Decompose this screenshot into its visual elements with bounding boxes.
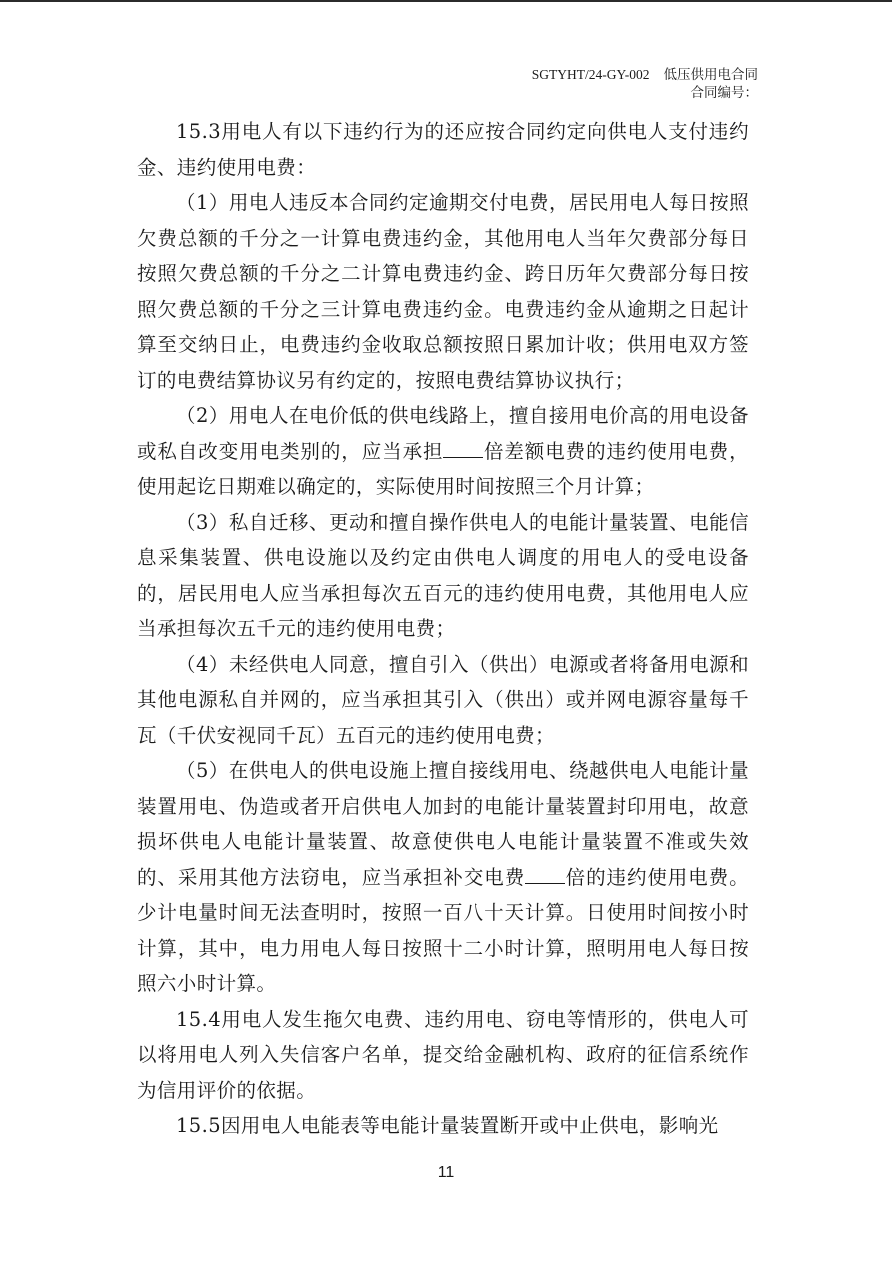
clause-15-3-item-1: （1）用电人违反本合同约定逾期交付电费，居民用电人每日按照欠费总额的千分之一计算电费违约金，其他用电人当年欠费部分每日按照欠费总额的千分之二计算电费违约金、跨日历年欠费部分每日按照欠费总额的千分之三计算电费违约金。电费违约金从逾期之日起计算至交纳日止，电费违约金收取总额按照日累加计收；供用电双方签订的电费结算协议另有约定的，按照电费结算协议执行； bbox=[137, 191, 749, 392]
clause-15-3: 15.3用电人有以下违约行为的还应按合同约定向供电人支付违约金、违约使用电费： bbox=[137, 120, 749, 179]
document-header bbox=[532, 66, 758, 102]
contract-body bbox=[137, 114, 749, 1144]
item-2-text-after-blank: 倍差额电费的违约使用电费，使用起讫日期难以确定的，实际使用时间按照三个月计算； bbox=[137, 439, 749, 498]
multiplier-blank-field bbox=[443, 438, 483, 458]
clause-15-3-item-5 bbox=[137, 753, 749, 1002]
header-line-1 bbox=[532, 66, 758, 84]
clause-15-3-item-4: （4）未经供电人同意，擅自引入（供出）电源或者将备用电源和其他电源私自并网的，应当承担其引入（供出）或并网电源容量每千瓦（千伏安视同千瓦）五百元的违约使用电费； bbox=[137, 652, 749, 747]
clause-15-4: 15.4用电人发生拖欠电费、违约用电、窃电等情形的，供电人可以将用电人列入失信客户名单，提交给金融机构、政府的征信系统作为信用评价的依据。 bbox=[137, 1007, 749, 1102]
clause-15-3-item-2 bbox=[137, 398, 749, 505]
item-5-text-after-blank: 倍的违约使用电费。少计电量时间无法查明时，按照一百八十天计算。日使用时间按小时计算，其中，电力用电人每日按照十二小时计算，照明用电人每日按照六小时计算。 bbox=[137, 865, 749, 995]
document-title: 低压供用电合同 bbox=[663, 67, 758, 83]
multiplier-blank-field bbox=[525, 864, 565, 884]
clause-15-3-item-3: （3）私自迁移、更动和擅自操作供电人的电能计量装置、电能信息采集装置、供电设施以及约定由供电人调度的用电人的受电设备的，居民用电人应当承担每次五百元的违约使用电费，其他用电人应当承担每次五千元的违约使用电费； bbox=[137, 510, 749, 640]
contract-number-label: 合同编号： bbox=[690, 85, 758, 101]
item-2-text-before-blank: （2）用电人在电价低的供电线路上，擅自接用电价高的用电设备或私自改变用电类别的，应当承担 bbox=[137, 404, 749, 463]
clause-15-5: 15.5因用电人电能表等电能计量装置断开或中止供电，影响光 bbox=[176, 1114, 719, 1137]
top-border-line bbox=[0, 0, 892, 2]
page-number: 11 bbox=[437, 1164, 455, 1181]
document-code: SGTYHT/24-GY-002 bbox=[531, 67, 650, 82]
item-5-text-before-blank: （5）在供电人的供电设施上擅自接线用电、绕越供电人电能计量装置用电、伪造或者开启供电人加封的电能计量装置封印用电，故意损坏供电人电能计量装置、故意使供电人电能计量装置不准或失效的、采用其他方法窃电，应当承担补交电费 bbox=[137, 759, 749, 889]
